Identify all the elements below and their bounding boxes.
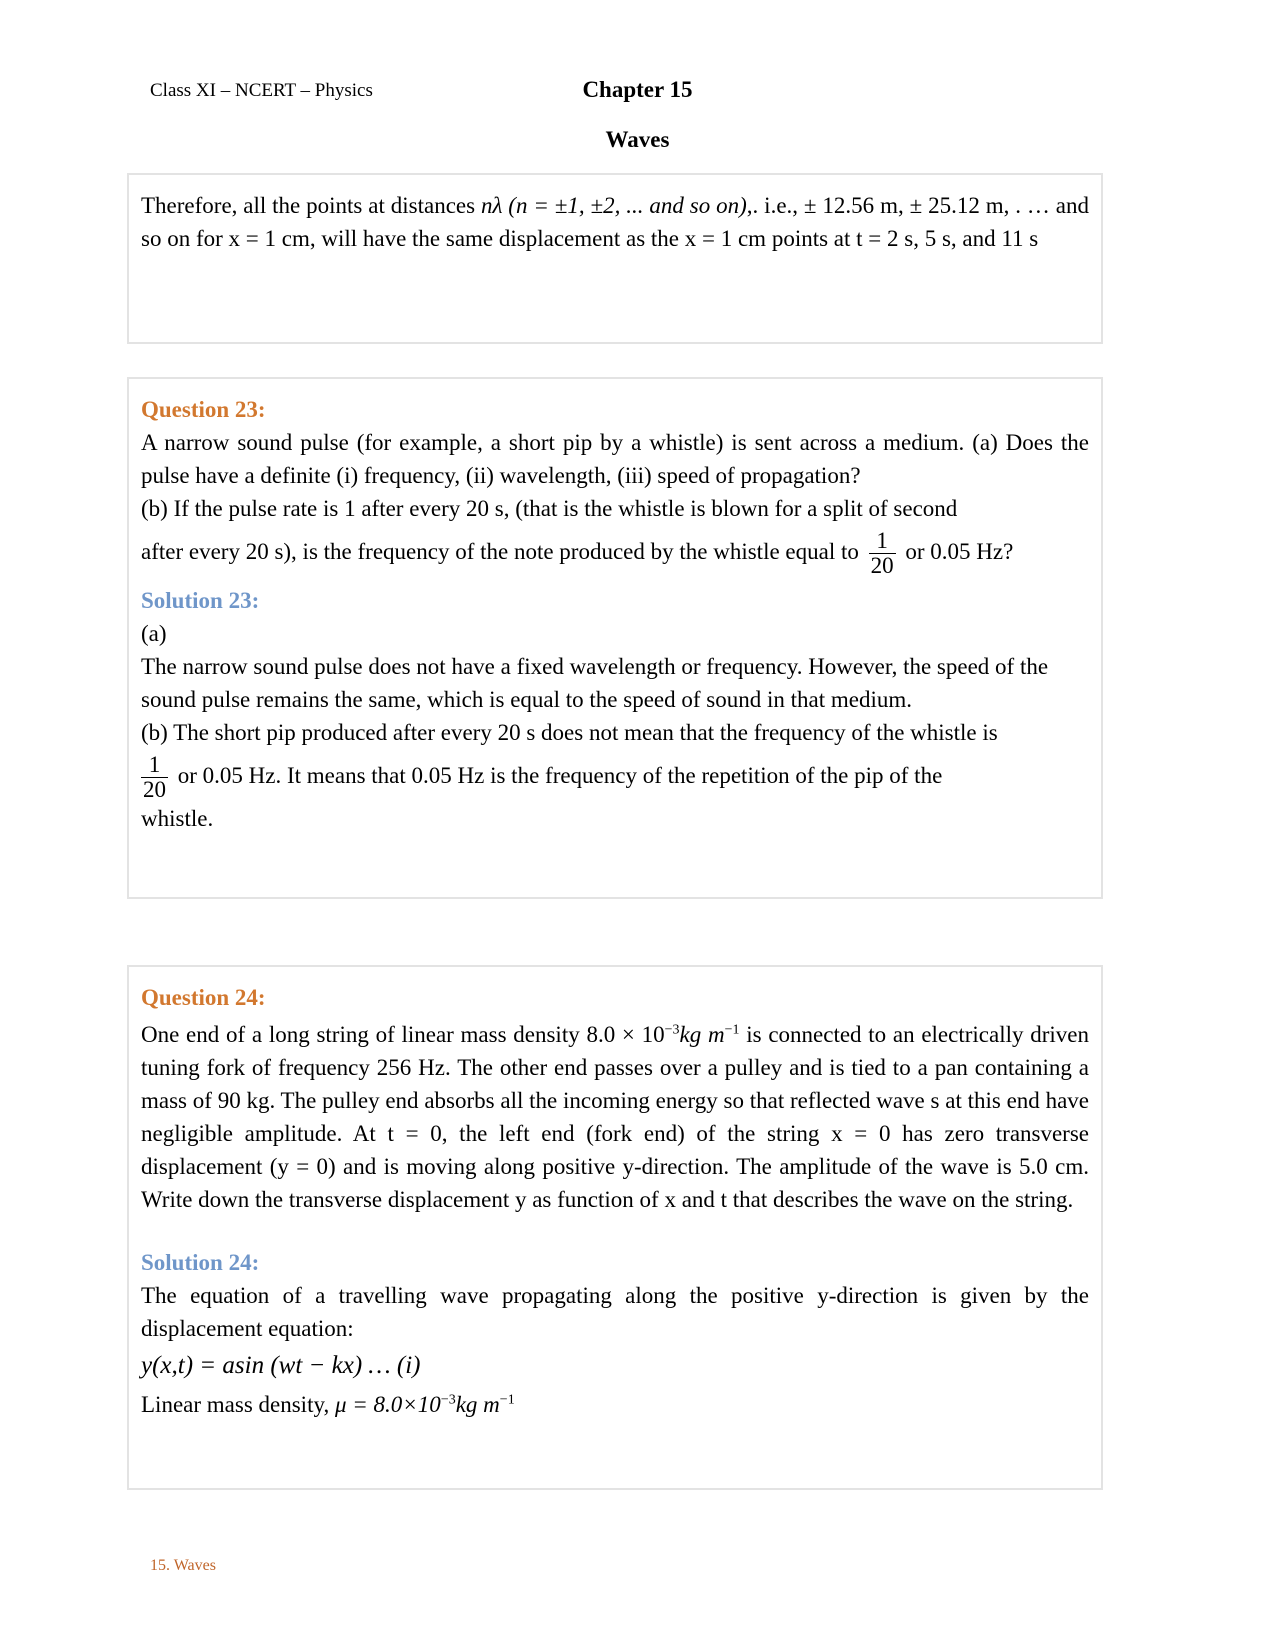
math-unit: kg m — [455, 1392, 500, 1417]
fraction — [869, 529, 896, 578]
question-text — [141, 1018, 1089, 1216]
equation: y(x,t) = asin (wt − kx) … (i) — [141, 1352, 421, 1379]
question-text: A narrow sound pulse (for example, a short pip by a whistle) is sent across a medium. (a) Does the pulse have a definite (i) frequency, (ii) wavelength, (iii) speed of propagation? — [141, 430, 1089, 488]
exponent: −1 — [724, 1022, 740, 1038]
math-value: μ = 8.0×10 — [334, 1392, 441, 1417]
solution-part-label: (a) — [141, 621, 167, 646]
continued-paragraph — [141, 189, 1089, 255]
text: Linear mass density, — [141, 1392, 335, 1417]
solution-heading: Solution 24: — [141, 1250, 260, 1275]
numerator: 1 — [141, 753, 168, 778]
question-24-box — [127, 965, 1103, 1490]
question-23-box — [127, 377, 1103, 899]
question-heading: Question 24: — [141, 985, 266, 1010]
solution-text: (b) The short pip produced after every 20 s does not mean that the frequency of the whistle is — [141, 720, 998, 745]
continued-solution-box — [127, 173, 1103, 344]
denominator: 20 — [143, 777, 166, 802]
text: is connected to an electrically driven tuning fork of frequency 256 Hz. The other end passes over a pulley and is tied to a pan containing a mass of 90 kg. The pulley end absorbs all the incoming energy so that reflected wave s at this end have negligible amplitude. At t = 0, the left end (fork end) of the string x = 0 has zero transverse displacement (y = 0) and is moving along positive y-direction. The amplitude of the wave is 5.0 cm. Write down the transverse displacement y as function of x and t that describes the wave on the string. — [141, 1022, 1089, 1212]
exponent: −3 — [664, 1022, 680, 1038]
text: or 0.05 Hz? — [905, 538, 1014, 564]
solution-text — [141, 1388, 1089, 1421]
solution-text: The equation of a travelling wave propagating along the positive y-direction is given by the displacement equation: — [141, 1283, 1089, 1341]
numerator: 1 — [869, 529, 896, 554]
text: after every 20 s), is the frequency of the note produced by the whistle equal to — [141, 538, 859, 564]
question-heading: Question 23: — [141, 397, 266, 422]
page-footer: 15. Waves — [150, 1557, 216, 1574]
chapter-title: Waves — [605, 127, 670, 152]
denominator: 20 — [870, 553, 894, 578]
solution-text: whistle. — [141, 806, 214, 831]
math-expression: nλ (n = ±1, ±2, ... and so on) — [480, 193, 747, 218]
solution-heading: Solution 23: — [141, 588, 260, 613]
exponent: −3 — [440, 1392, 456, 1408]
chapter-number: Chapter 15 — [582, 77, 693, 102]
math-value: 8.0 × 10 — [586, 1022, 665, 1047]
header-course: Class XI – NCERT – Physics — [150, 80, 373, 101]
text: One end of a long string of linear mass density — [141, 1022, 587, 1047]
text: or 0.05 Hz. It means that 0.05 Hz is the frequency of the repetition of the pip of the — [177, 762, 943, 788]
math-unit: kg m — [679, 1022, 725, 1047]
fraction — [141, 753, 168, 802]
question-text: (b) If the pulse rate is 1 after every 20 s, (that is the whistle is blown for a split of second — [141, 496, 958, 521]
solution-text: The narrow sound pulse does not have a fixed wavelength or frequency. However, the speed of the sound pulse remains the same, which is equal to the speed of sound in that medium. — [141, 654, 1049, 712]
text: Therefore, all the points at distances — [141, 193, 481, 218]
exponent: −1 — [499, 1392, 515, 1408]
question-text — [141, 529, 1089, 578]
solution-text — [141, 753, 1089, 802]
text: ,. i.e., ± 12.56 m, ± 25.12 m, — [746, 193, 1010, 218]
text: . … and so on for x = 1 cm, will have the same displacement as the x = 1 cm points at t = 2 s, 5 s, and 11 s — [141, 193, 1089, 251]
